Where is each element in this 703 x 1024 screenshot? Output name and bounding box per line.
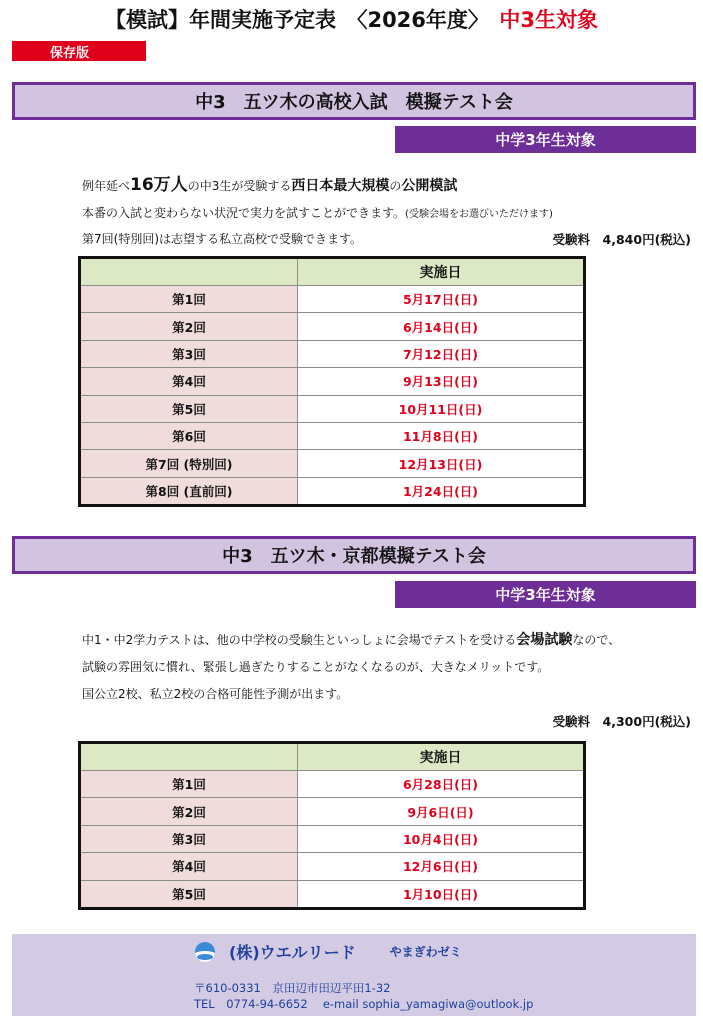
- table-row: [80, 825, 585, 852]
- table-header-date: 実施日: [298, 258, 585, 286]
- session-label: 第5回: [80, 395, 298, 422]
- table-row: [80, 477, 585, 505]
- table-row: [80, 450, 585, 477]
- footer-contact: TEL 0774-94-6652 e-mail sophia_yamagiwa@outlook.jp: [194, 997, 534, 1011]
- table-header-row: [80, 258, 585, 286]
- session-label: 第1回: [80, 771, 298, 798]
- session-label: 第1回: [80, 286, 298, 313]
- session-label: 第5回: [80, 880, 298, 908]
- session-date: 1月10日(日): [298, 880, 585, 908]
- page-title: [0, 4, 703, 34]
- section2-schedule-table: [78, 741, 586, 910]
- session-date: 12月6日(日): [298, 853, 585, 880]
- section1-fee: 受験料 4,840円(税込): [552, 232, 691, 247]
- section2-desc-line2: 試験の雰囲気に慣れ、緊張し過ぎたりすることがなくなるのが、大きなメリットです。: [82, 660, 550, 674]
- table-header-blank: [80, 258, 298, 286]
- section1-title: 中3 五ツ木の高校入試 模擬テスト会: [12, 82, 696, 120]
- table-header-date: 実施日: [298, 743, 585, 771]
- session-date: 10月11日(日): [298, 395, 585, 422]
- session-label: 第4回: [80, 853, 298, 880]
- session-label: 第6回: [80, 422, 298, 449]
- session-label: 第8回 (直前回): [80, 477, 298, 505]
- page-title-target: 中3生対象: [499, 8, 599, 32]
- section2-target-badge: 中学3年生対象: [395, 581, 696, 608]
- table-header-blank: [80, 743, 298, 771]
- table-row: [80, 771, 585, 798]
- session-date: 6月28日(日): [298, 771, 585, 798]
- table-row: [80, 286, 585, 313]
- table-row: [80, 422, 585, 449]
- section1-desc-line2: 本番の入試と変わらない状況で実力を試すことができます。(受験会場をお選びいただけます): [82, 206, 553, 220]
- session-date: 6月14日(日): [298, 313, 585, 340]
- section2-fee: 受験料 4,300円(税込): [552, 714, 691, 729]
- section2-desc-line3: 国公立2校、私立2校の合格可能性予測が出ます。: [82, 687, 349, 701]
- table-header-row: [80, 743, 585, 771]
- session-label: 第3回: [80, 340, 298, 367]
- section1-desc-line1: 例年延べ16万人の中3生が受験する西日本最大規模の公開模試: [82, 175, 458, 195]
- wave-logo-icon: [195, 942, 215, 962]
- session-date: 9月6日(日): [298, 798, 585, 825]
- table-row: [80, 313, 585, 340]
- company-name: (株)ウエルリード: [229, 943, 356, 962]
- section1-target-badge: 中学3年生対象: [395, 126, 696, 153]
- session-label: 第7回 (特別回): [80, 450, 298, 477]
- footer-address: 〒610-0331 京田辺市田辺平田1-32: [194, 981, 391, 995]
- footer: [12, 934, 696, 1016]
- section2-desc-line1: 中1・中2学力テストは、他の中学校の受験生といっしょに会場でテストを受ける会場試験なので、: [82, 632, 621, 648]
- table-row: [80, 880, 585, 908]
- save-badge: 保存版: [12, 41, 146, 61]
- session-label: 第4回: [80, 368, 298, 395]
- page-title-main: 【模試】年間実施予定表 〈2026年度〉: [104, 8, 479, 32]
- section1-desc-line3: 第7回(特別回)は志望する私立高校で受験できます。: [82, 232, 363, 246]
- section2-title: 中3 五ツ木・京都模擬テスト会: [12, 536, 696, 574]
- footer-logo-row: [195, 940, 462, 963]
- session-date: 1月24日(日): [298, 477, 585, 505]
- session-date: 12月13日(日): [298, 450, 585, 477]
- session-date: 11月8日(日): [298, 422, 585, 449]
- table-row: [80, 798, 585, 825]
- table-row: [80, 395, 585, 422]
- table-row: [80, 853, 585, 880]
- section1-schedule-table: [78, 256, 586, 507]
- session-label: 第3回: [80, 825, 298, 852]
- session-date: 9月13日(日): [298, 368, 585, 395]
- school-name: やまぎわゼミ: [389, 945, 462, 959]
- session-date: 5月17日(日): [298, 286, 585, 313]
- session-label: 第2回: [80, 798, 298, 825]
- session-label: 第2回: [80, 313, 298, 340]
- table-row: [80, 368, 585, 395]
- table-row: [80, 340, 585, 367]
- session-date: 7月12日(日): [298, 340, 585, 367]
- session-date: 10月4日(日): [298, 825, 585, 852]
